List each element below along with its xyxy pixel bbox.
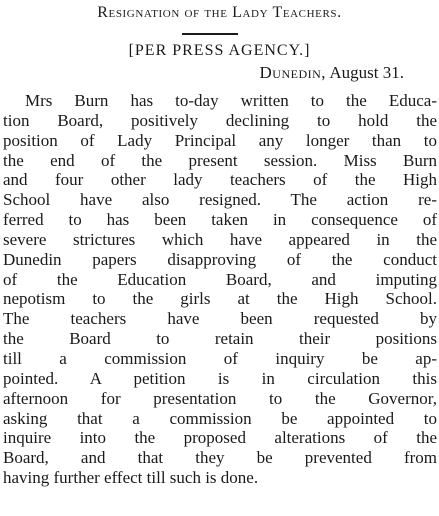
dateline-place: Dunedin,	[259, 63, 327, 82]
body-line: ferred to has been taken in consequence of	[3, 210, 437, 230]
body-line: Dunedin papers disapproving of the conduct	[3, 249, 437, 269]
body-line: and four other lady teachers of the High	[3, 170, 437, 190]
body-line: Mrs Burn has to-day written to the Educa-	[25, 91, 437, 110]
body-line: asking that a commission be appointed to	[3, 408, 437, 428]
body-line: nepotism to the girls at the High School.	[3, 289, 437, 309]
body-line: the Board to retain their positions	[3, 329, 437, 349]
body-line: severe strictures which have appeared in the	[3, 229, 437, 249]
body-line: inquire into the proposed alterations of the	[3, 428, 437, 448]
body-line: till a commission of inquiry be ap-	[3, 348, 437, 368]
body-line: The teachers have been requested by	[3, 309, 437, 329]
dateline	[260, 64, 404, 82]
body-line: position of Lady Principal any longer than to	[3, 130, 437, 150]
press-agency-credit: [PER PRESS AGENCY.]	[128, 42, 311, 59]
body-line: tion Board, positively declining to hold the	[3, 110, 437, 130]
body-line: Board, and that they be prevented from	[3, 448, 437, 468]
body-line: pointed. A petition is in circulation this	[3, 368, 437, 388]
body-line: afternoon for presentation to the Governor,	[3, 388, 437, 408]
body-line: of the Education Board, and imputing	[3, 269, 437, 289]
article-headline: Resignation of the Lady Teachers.	[97, 4, 342, 21]
body-line: the end of the present session. Miss Burn	[3, 150, 437, 170]
headline-rule	[182, 33, 238, 35]
dateline-date: August 31.	[329, 63, 404, 82]
article-body	[3, 91, 437, 488]
body-line: having further effect till such is done.	[3, 468, 259, 488]
body-line: School have also resigned. The action re-	[3, 190, 437, 210]
